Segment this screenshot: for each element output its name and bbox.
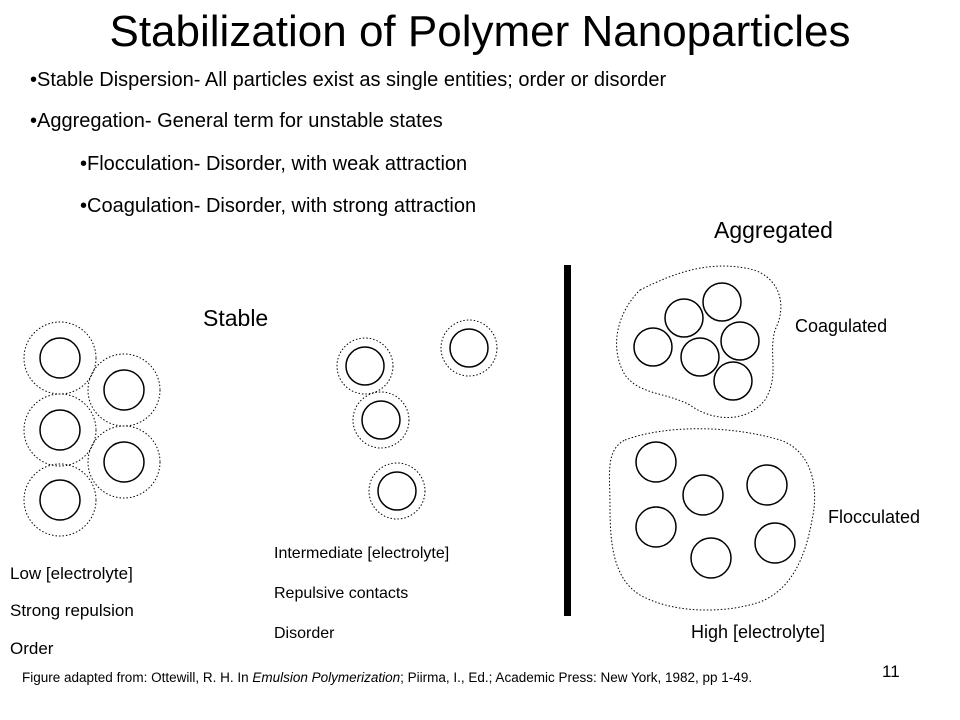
particle-core: [346, 347, 384, 385]
particle-core: [378, 472, 416, 510]
coagulated-boundary: [617, 266, 781, 417]
flocculated-boundary: [609, 429, 814, 610]
particle-core: [636, 507, 676, 547]
particle-shell: [88, 426, 160, 498]
particle-core: [104, 370, 144, 410]
particle-core: [40, 338, 80, 378]
bullet-aggregation: •Aggregation- General term for unstable states: [30, 110, 443, 132]
caption-book-title: Emulsion Polymerization: [252, 670, 401, 685]
particle-core: [104, 442, 144, 482]
particle-shell: [24, 464, 96, 536]
particle-core: [362, 401, 400, 439]
page-title: Stabilization of Polymer Nanoparticles: [109, 7, 851, 56]
coagulated-cluster: [617, 266, 781, 417]
particle-shell: [24, 394, 96, 466]
bullet-flocculation: •Flocculation- Disorder, with weak attraction: [80, 153, 468, 175]
order-label: Order: [10, 639, 54, 658]
divider-bar: [564, 265, 571, 616]
intermediate-electrolyte-label: Intermediate [electrolyte]: [274, 545, 450, 562]
low-electrolyte-label: Low [electrolyte]: [10, 564, 133, 583]
aggregated-label: Aggregated: [714, 217, 833, 243]
page-number: 11: [882, 662, 900, 681]
figure-caption: [22, 669, 752, 687]
particle-core: [634, 328, 672, 366]
particle-core: [721, 322, 759, 360]
caption-text: ; Piirma, I., Ed.; Academic Press: New York, 1982, pp 1-49.: [400, 670, 753, 685]
bullet-stable-dispersion: •Stable Dispersion- All particles exist as single entities; order or disorder: [30, 69, 667, 91]
disorder-label: Disorder: [274, 625, 335, 642]
particle-shell: [24, 322, 96, 394]
strong-repulsion-label: Strong repulsion: [10, 601, 134, 620]
caption-text: Figure adapted from: Ottewill, R. H. In: [22, 670, 253, 685]
bullet-coagulation: •Coagulation- Disorder, with strong attraction: [80, 195, 477, 217]
high-electrolyte-label: High [electrolyte]: [691, 622, 826, 642]
particle-core: [665, 299, 703, 337]
flocculated-label: Flocculated: [828, 507, 921, 527]
particle-core: [681, 338, 719, 376]
particle-core: [40, 480, 80, 520]
repulsive-contacts-label: Repulsive contacts: [274, 585, 409, 602]
coagulated-label: Coagulated: [795, 316, 888, 336]
particle-core: [755, 523, 795, 563]
particle-core: [450, 329, 488, 367]
particle-shell: [88, 354, 160, 426]
particle-core: [40, 410, 80, 450]
particle-core: [636, 442, 676, 482]
flocculated-cluster: [609, 429, 814, 610]
particle-core: [747, 465, 787, 505]
particle-core: [703, 283, 741, 321]
particle-core: [714, 362, 752, 400]
ordered-particle-group: [24, 322, 160, 536]
disordered-particle-group: [337, 320, 497, 519]
particle-core: [691, 538, 731, 578]
particle-core: [683, 475, 723, 515]
stable-label: Stable: [203, 305, 269, 331]
